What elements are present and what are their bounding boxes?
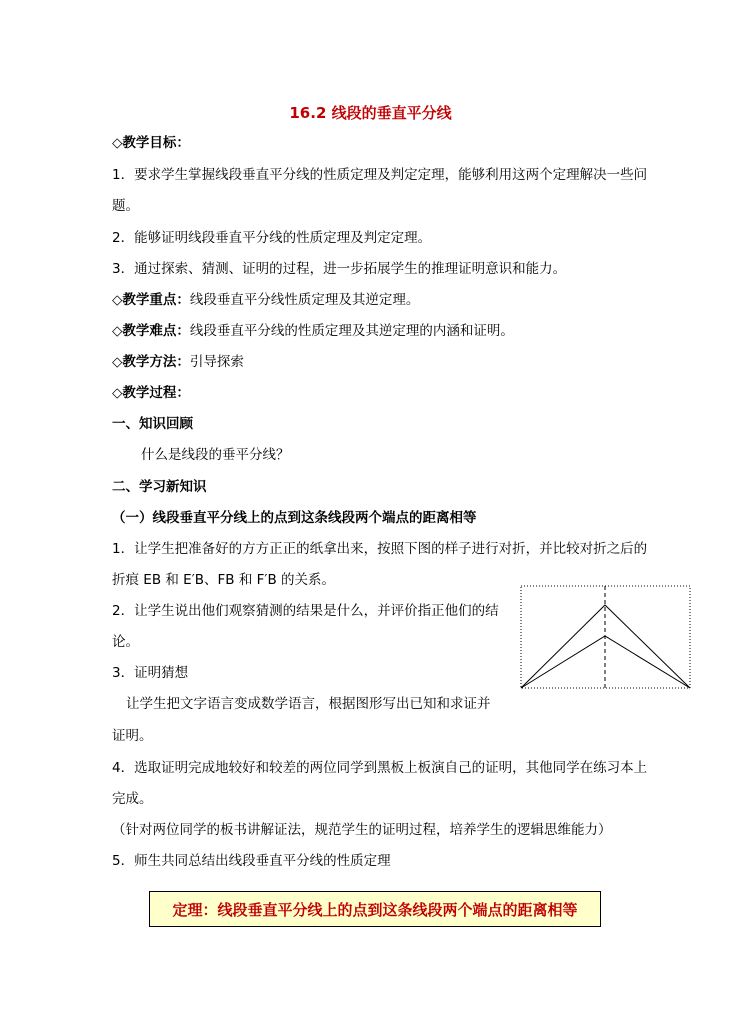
key-point-text: 线段垂直平分线性质定理及其逆定理。 [189, 292, 420, 308]
key-point [112, 290, 419, 310]
step-line: 让学生把文字语言变成数学语言，根据图形写出已知和求证并 [126, 696, 491, 712]
process-heading: ◇教学过程： [112, 385, 190, 401]
objective-line: 2．能够证明线段垂直平分线的性质定理及判定定理。 [112, 230, 432, 246]
folded-paper-figure [520, 585, 692, 691]
step-line: 1．让学生把准备好的方方正正的纸拿出来，按照下图的样子进行对折，并比较对折之后的 [112, 541, 648, 557]
section2-heading: 二、学习新知识 [112, 479, 207, 495]
step-line: 2．让学生说出他们观察猜测的结果是什么，并评价指正他们的结 [112, 603, 499, 619]
difficulty-label: ◇教学难点： [112, 323, 190, 339]
section2-subheading: （一）线段垂直平分线上的点到这条线段两个端点的距离相等 [112, 510, 477, 526]
difficulty [112, 321, 514, 341]
step-line: （针对两位同学的板书讲解证法，规范学生的证明过程，培养学生的逻辑思维能力） [112, 822, 612, 838]
step-line: 4．选取证明完成地较好和较差的两位同学到黑板上板演自己的证明，其他同学在练习本上 [112, 760, 648, 776]
objective-line: 题。 [112, 198, 139, 214]
difficulty-text: 线段垂直平分线的性质定理及其逆定理的内涵和证明。 [189, 323, 514, 339]
objective-line: 1．要求学生掌握线段垂直平分线的性质定理及判定定理，能够利用这两个定理解决一些问 [112, 167, 648, 183]
method-text: 引导探索 [189, 354, 244, 370]
page-title: 16.2 线段的垂直平分线 [289, 104, 452, 122]
method [112, 352, 244, 372]
step-line: 5．师生共同总结出线段垂直平分线的性质定理 [112, 853, 391, 869]
method-label: ◇教学方法： [112, 354, 190, 370]
section1-heading: 一、知识回顾 [112, 416, 193, 432]
section1-question: 什么是线段的垂平分线？ [141, 447, 290, 463]
key-point-label: ◇教学重点： [112, 292, 190, 308]
objectives-heading: ◇教学目标： [112, 135, 190, 151]
step-line: 完成。 [112, 791, 153, 807]
theorem-box: 定理：线段垂直平分线上的点到这条线段两个端点的距离相等 [149, 891, 601, 927]
step-line: 论。 [112, 634, 139, 650]
step-line: 3．证明猜想 [112, 665, 189, 681]
step-line: 证明。 [112, 728, 153, 744]
step-line: 折痕 EB 和 E′B、FB 和 F′B 的关系。 [112, 572, 336, 588]
objective-line: 3．通过探索、猜测、证明的过程，进一步拓展学生的推理证明意识和能力。 [112, 261, 567, 277]
